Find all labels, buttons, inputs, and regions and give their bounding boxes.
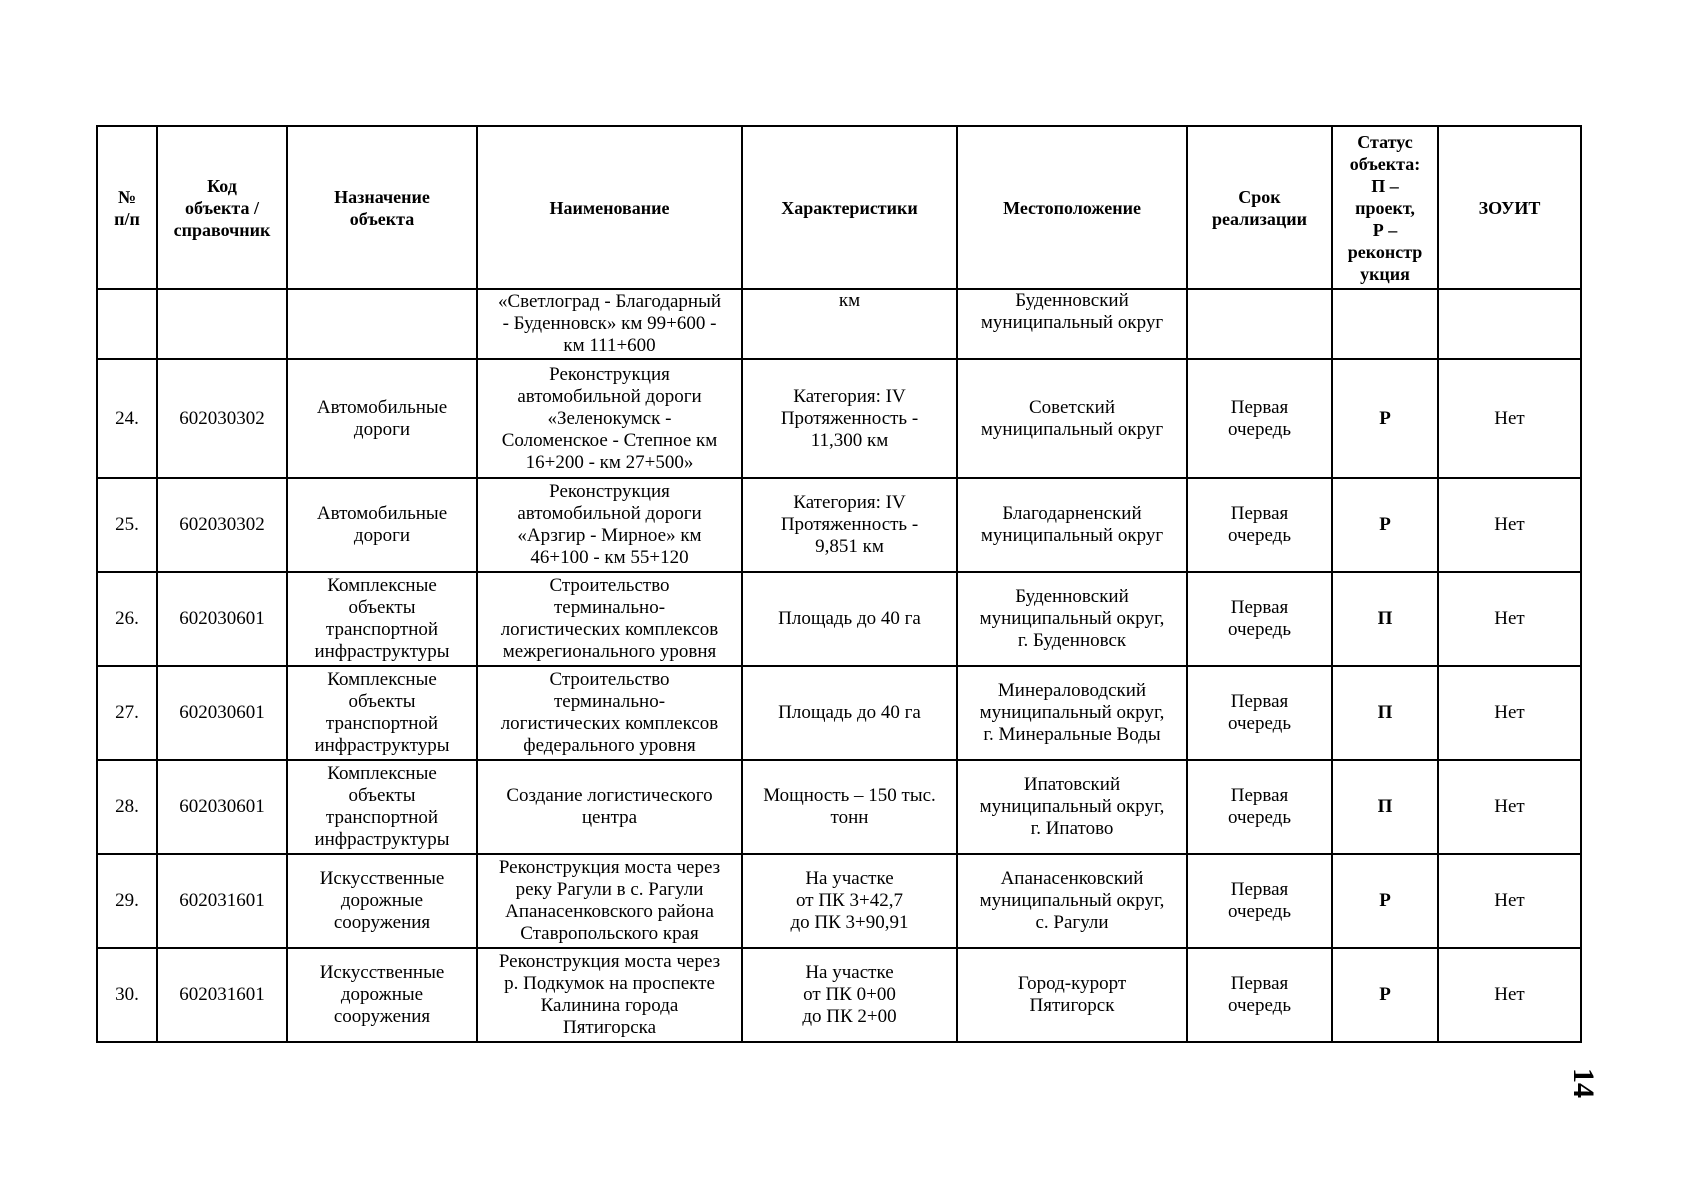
cell-characteristics: Площадь до 40 га (742, 572, 957, 666)
cell-term: Первая очередь (1187, 359, 1332, 478)
header-code: Код объекта / справочник (157, 126, 287, 289)
cell-zouit (1438, 289, 1581, 359)
header-purpose: Назначение объекта (287, 126, 477, 289)
cell-num: 26. (97, 572, 157, 666)
cell-zouit: Нет (1438, 359, 1581, 478)
cell-location: Буденновский муниципальный округ, г. Буденновск (957, 572, 1187, 666)
cell-name: Реконструкция моста через реку Рагули в с. Рагули Апанасенковского района Ставропольского края (477, 854, 742, 948)
cell-code: 602030601 (157, 666, 287, 760)
cell-purpose: Автомобильные дороги (287, 359, 477, 478)
cell-status: П (1332, 572, 1438, 666)
cell-zouit: Нет (1438, 478, 1581, 572)
cell-num: 29. (97, 854, 157, 948)
cell-code (157, 289, 287, 359)
cell-num: 30. (97, 948, 157, 1042)
cell-code: 602030601 (157, 760, 287, 854)
cell-location: Ипатовский муниципальный округ, г. Ипатово (957, 760, 1187, 854)
cell-location: Город-курорт Пятигорск (957, 948, 1187, 1042)
cell-characteristics: км (742, 289, 957, 359)
cell-term (1187, 289, 1332, 359)
header-characteristics: Характеристики (742, 126, 957, 289)
cell-status: Р (1332, 948, 1438, 1042)
cell-num: 24. (97, 359, 157, 478)
cell-name: Строительство терминально- логистических комплексов межрегионального уровня (477, 572, 742, 666)
table-header-row (97, 126, 1581, 289)
header-name: Наименование (477, 126, 742, 289)
header-term: Срок реализации (1187, 126, 1332, 289)
cell-location: Буденновский муниципальный округ (957, 289, 1187, 359)
cell-location: Минераловодский муниципальный округ, г. Минеральные Воды (957, 666, 1187, 760)
cell-purpose: Автомобильные дороги (287, 478, 477, 572)
cell-characteristics: Мощность – 150 тыс. тонн (742, 760, 957, 854)
cell-name: Реконструкция автомобильной дороги «Арзгир - Мирное» км 46+100 - км 55+120 (477, 478, 742, 572)
header-zouit: ЗОУИТ (1438, 126, 1581, 289)
cell-status: П (1332, 666, 1438, 760)
cell-num: 27. (97, 666, 157, 760)
cell-zouit: Нет (1438, 948, 1581, 1042)
cell-name: Создание логистического центра (477, 760, 742, 854)
cell-characteristics: На участке от ПК 0+00 до ПК 2+00 (742, 948, 957, 1042)
cell-term: Первая очередь (1187, 948, 1332, 1042)
cell-purpose: Искусственные дорожные сооружения (287, 854, 477, 948)
cell-status: Р (1332, 854, 1438, 948)
cell-code: 602031601 (157, 854, 287, 948)
cell-zouit: Нет (1438, 760, 1581, 854)
table-row (97, 478, 1581, 572)
cell-characteristics: Категория: IV Протяженность - 11,300 км (742, 359, 957, 478)
cell-location: Благодарненский муниципальный округ (957, 478, 1187, 572)
header-location: Местоположение (957, 126, 1187, 289)
cell-status (1332, 289, 1438, 359)
cell-purpose: Комплексные объекты транспортной инфраструктуры (287, 666, 477, 760)
cell-zouit: Нет (1438, 572, 1581, 666)
table-row (97, 760, 1581, 854)
cell-code: 602031601 (157, 948, 287, 1042)
cell-num: 25. (97, 478, 157, 572)
header-status: Статус объекта: П – проект, Р – реконстр укция (1332, 126, 1438, 289)
cell-purpose: Искусственные дорожные сооружения (287, 948, 477, 1042)
cell-term: Первая очередь (1187, 572, 1332, 666)
header-num: № п/п (97, 126, 157, 289)
table-row (97, 359, 1581, 478)
cell-status: Р (1332, 359, 1438, 478)
table-row (97, 854, 1581, 948)
cell-code: 602030302 (157, 359, 287, 478)
cell-characteristics: На участке от ПК 3+42,7 до ПК 3+90,91 (742, 854, 957, 948)
table-row (97, 572, 1581, 666)
cell-purpose (287, 289, 477, 359)
table-row (97, 666, 1581, 760)
cell-name: Строительство терминально- логистических комплексов федерального уровня (477, 666, 742, 760)
cell-term: Первая очередь (1187, 760, 1332, 854)
cell-code: 602030601 (157, 572, 287, 666)
cell-status: Р (1332, 478, 1438, 572)
cell-purpose: Комплексные объекты транспортной инфраструктуры (287, 760, 477, 854)
cell-purpose: Комплексные объекты транспортной инфраструктуры (287, 572, 477, 666)
cell-term: Первая очередь (1187, 478, 1332, 572)
cell-characteristics: Категория: IV Протяженность - 9,851 км (742, 478, 957, 572)
cell-term: Первая очередь (1187, 854, 1332, 948)
cell-num: 28. (97, 760, 157, 854)
cell-characteristics: Площадь до 40 га (742, 666, 957, 760)
cell-code: 602030302 (157, 478, 287, 572)
objects-table (96, 125, 1582, 1043)
cell-zouit: Нет (1438, 666, 1581, 760)
table-row-continuation (97, 289, 1581, 359)
cell-status: П (1332, 760, 1438, 854)
cell-num (97, 289, 157, 359)
cell-location: Апанасенковский муниципальный округ, с. Рагули (957, 854, 1187, 948)
cell-location: Советский муниципальный округ (957, 359, 1187, 478)
cell-term: Первая очередь (1187, 666, 1332, 760)
cell-name: Реконструкция моста через р. Подкумок на проспекте Калинина города Пятигорска (477, 948, 742, 1042)
table-row (97, 948, 1581, 1042)
cell-zouit: Нет (1438, 854, 1581, 948)
cell-name: Реконструкция автомобильной дороги «Зеленокумск - Соломенское - Степное км 16+200 - км 27+500» (477, 359, 742, 478)
cell-name: «Светлоград - Благодарный - Буденновск» км 99+600 - км 111+600 (477, 289, 742, 359)
page-number: 14 (1567, 1068, 1600, 1098)
